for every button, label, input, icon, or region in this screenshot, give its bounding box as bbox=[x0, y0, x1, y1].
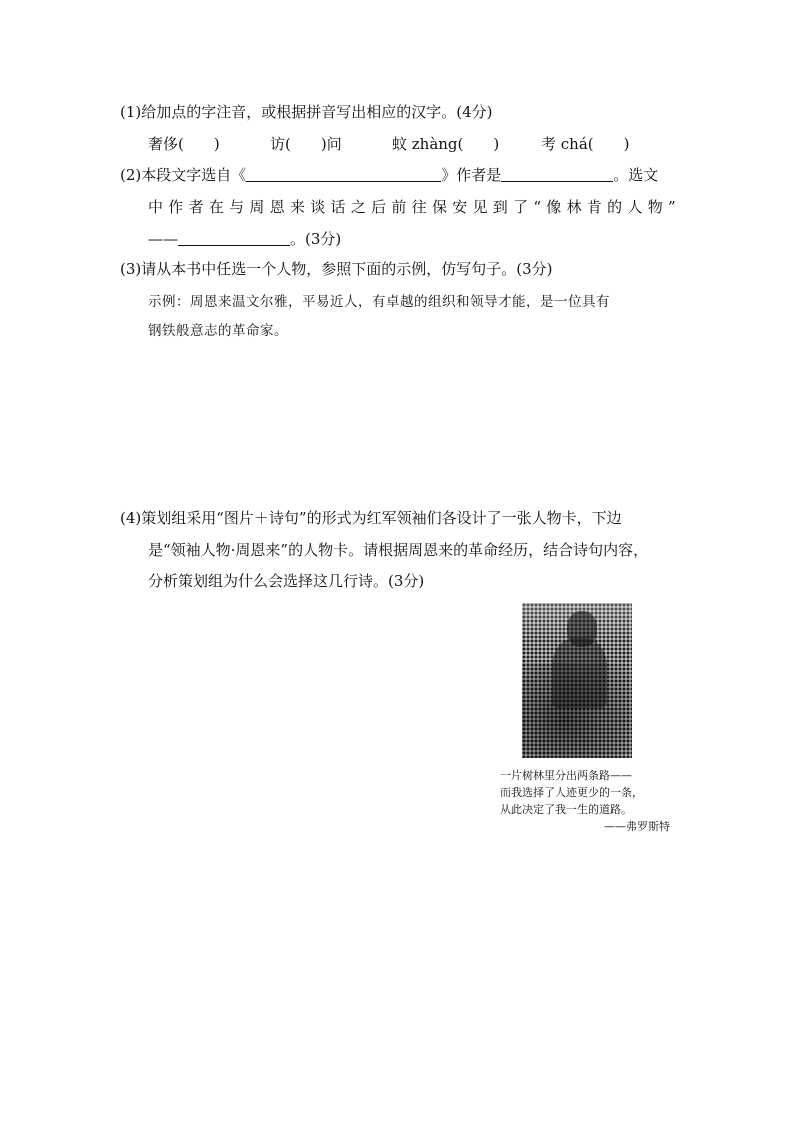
photo-figure-head bbox=[567, 611, 597, 647]
poem-line-2: 而我选择了人迹更少的一条， bbox=[500, 786, 643, 799]
q2-line2-char: 作 bbox=[168, 198, 184, 216]
q2-line2-char: 谈 bbox=[310, 198, 326, 216]
poem-line-1: 一片树林里分出两条路—— bbox=[500, 769, 632, 782]
q2-line2-char: 前 bbox=[391, 198, 407, 216]
q2-line1 bbox=[120, 165, 658, 185]
q2-line2-char: 到 bbox=[492, 198, 508, 216]
person-blank[interactable] bbox=[178, 229, 290, 246]
q2-line2-char: 话 bbox=[330, 198, 346, 216]
q2-mid: 》作者是 bbox=[441, 166, 502, 184]
q2-line2-char: 在 bbox=[208, 198, 224, 216]
q3-example-line1: 示例：周恩来温文尔雅，平易近人，有卓越的组织和领导才能，是一位具有 bbox=[148, 294, 610, 310]
q2-line2-char: ” bbox=[667, 198, 676, 216]
q2-line2-char: 人 bbox=[627, 198, 643, 216]
photo-figure-body bbox=[552, 638, 607, 708]
q2-line2-char: 往 bbox=[411, 198, 427, 216]
q1-item-4: 考 chá( ) bbox=[541, 135, 630, 153]
q2-line2-char: 安 bbox=[452, 198, 468, 216]
q2-line2-char: 的 bbox=[607, 198, 623, 216]
q2-line2-char: 林 bbox=[566, 198, 582, 216]
author-blank[interactable] bbox=[501, 165, 613, 182]
q2-line2-char: 后 bbox=[371, 198, 387, 216]
q1-item-2: 访( )问 bbox=[270, 135, 342, 153]
q4-line3: 分析策划组为什么会选择这几行诗。(3分) bbox=[148, 572, 425, 590]
q2-line2-char: 来 bbox=[289, 198, 305, 216]
q2-line2-char: 像 bbox=[546, 198, 562, 216]
q2-suffix: 。(3分) bbox=[290, 230, 342, 248]
portrait-photo bbox=[522, 603, 632, 758]
q2-line2-char: 肯 bbox=[586, 198, 602, 216]
q2-line2 bbox=[148, 197, 676, 217]
q2-line2-char: 周 bbox=[249, 198, 265, 216]
poem-attribution: ——弗罗斯特 bbox=[604, 820, 670, 833]
q4-line1: (4)策划组采用“图片＋诗句”的形式为红军领袖们各设计了一张人物卡，下边 bbox=[120, 509, 622, 527]
q3-title: (3)请从本书中任选一个人物，参照下面的示例，仿写句子。(3分) bbox=[120, 260, 553, 278]
q2-line2-char: 见 bbox=[472, 198, 488, 216]
book-title-blank[interactable] bbox=[246, 165, 441, 182]
q2-prefix: (2)本段文字选自《 bbox=[120, 166, 247, 184]
q2-line2-char: 者 bbox=[188, 198, 204, 216]
q2-line2-char: 中 bbox=[148, 198, 164, 216]
q1-title: (1)给加点的字注音，或根据拼音写出相应的汉字。(4分) bbox=[120, 103, 493, 121]
q2-line2-char: 恩 bbox=[269, 198, 285, 216]
q2-line3 bbox=[148, 229, 341, 249]
q3-example-line2: 钢铁般意志的革命家。 bbox=[148, 323, 288, 339]
q2-line2-char: 了 bbox=[513, 198, 529, 216]
q2-line2-char: 之 bbox=[350, 198, 366, 216]
poem-line-3: 从此决定了我一生的道路。 bbox=[500, 803, 632, 816]
q2-line2-char: “ bbox=[533, 198, 542, 216]
q2-dash: —— bbox=[148, 230, 178, 248]
q2-end: 。选文 bbox=[613, 166, 659, 184]
q2-line2-char: 物 bbox=[647, 198, 663, 216]
q2-line2-char: 保 bbox=[431, 198, 447, 216]
q1-item-1: 奢侈( ) bbox=[148, 135, 220, 153]
q4-line2: 是“领袖人物·周恩来”的人物卡。请根据周恩来的革命经历，结合诗句内容， bbox=[148, 541, 649, 559]
q1-item-3: 蚊 zhàng( ) bbox=[392, 135, 500, 153]
q2-line2-char: 与 bbox=[229, 198, 245, 216]
